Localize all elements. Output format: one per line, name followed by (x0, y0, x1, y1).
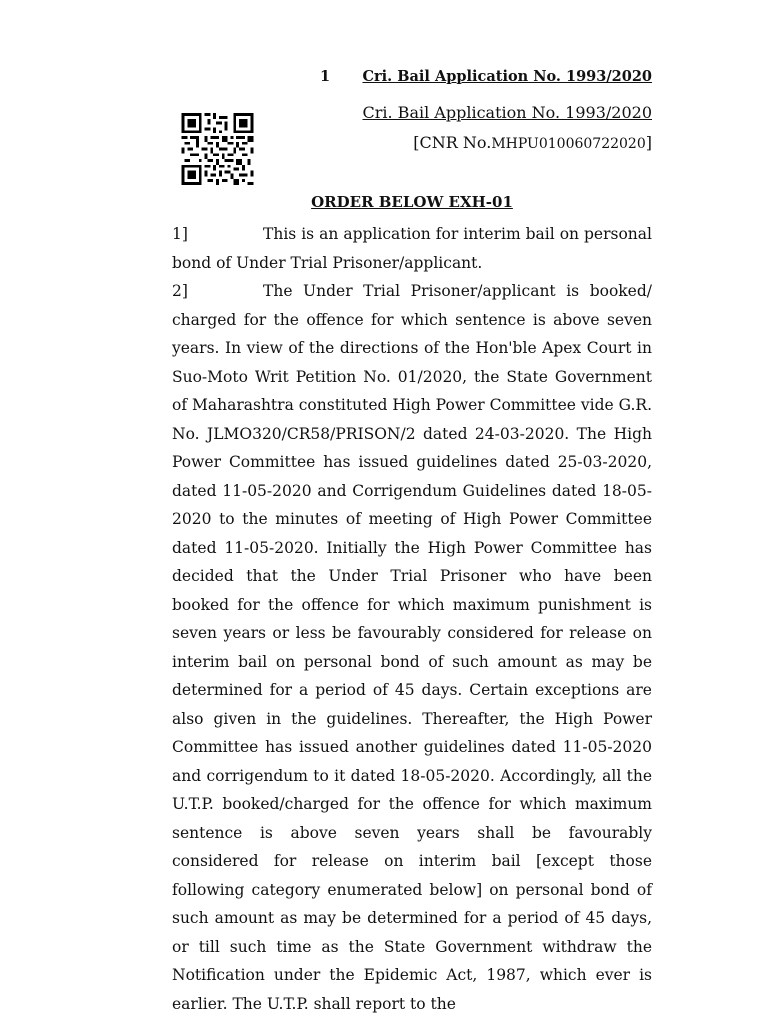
paragraph-number: 2] (172, 282, 188, 300)
page-number: 1 (320, 68, 331, 85)
order-body (172, 220, 652, 1018)
cnr-prefix: [CNR No. (413, 133, 492, 152)
page-header (172, 68, 652, 88)
case-title: Cri. Bail Application No. 1993/2020 (362, 103, 652, 122)
cnr-suffix: ] (645, 133, 652, 152)
paragraph-text: This is an application for interim bail on personal bond of Under Trial Prisoner/applicant. (172, 225, 652, 272)
paragraph-1 (172, 220, 652, 277)
header-case-title: Cri. Bail Application No. 1993/2020 (362, 68, 652, 85)
qr-code-icon (180, 113, 255, 185)
cnr-number (413, 133, 652, 152)
paragraph-text: The Under Trial Prisoner/applicant is booked/ charged for the offence for which sentence is above seven years. In view of the directions of the Hon'ble Apex Court in Suo-Moto Writ Petition No. 01/2020, the State Government of Maharashtra constituted High Power Committee vide G.R. No. JLMO320/CR58/PRISON/2 dated 24-03-2020. The High Power Committee has issued guidelines dated 25-03-2020, dated 11-05-2020 and Corrigendum Guidelines dated 18-05-2020 to the minutes of meeting of High Power Committee dated 11-05-2020. Initially the High Power Committee has decided that the Under Trial Prisoner who have been booked for the offence for which maximum punishment is seven years or less be favourably considered for release on interim bail on personal bond of such amount as may be determined for a period of 45 days. Certain exceptions are also given in the guidelines. Thereafter, the High Power Committee has issued another guidelines dated 11-05-2020 and corrigendum to it dated 18-05-2020. Accordingly, all the U.T.P. booked/charged for the offence for which maximum sentence is above seven years shall be favourably considered for release on interim bail [except those following category enumerated below] on personal bond of such amount as may be determined for a period of 45 days, or till such time as the State Government withdraw the Notification under the Epidemic Act, 1987, which ever is earlier. The U.T.P. shall report to the (172, 282, 652, 1013)
order-heading: ORDER BELOW EXH-01 (311, 193, 513, 211)
cnr-value: MHPU010060722020 (491, 136, 646, 152)
paragraph-2 (172, 277, 652, 1018)
paragraph-number: 1] (172, 225, 188, 243)
